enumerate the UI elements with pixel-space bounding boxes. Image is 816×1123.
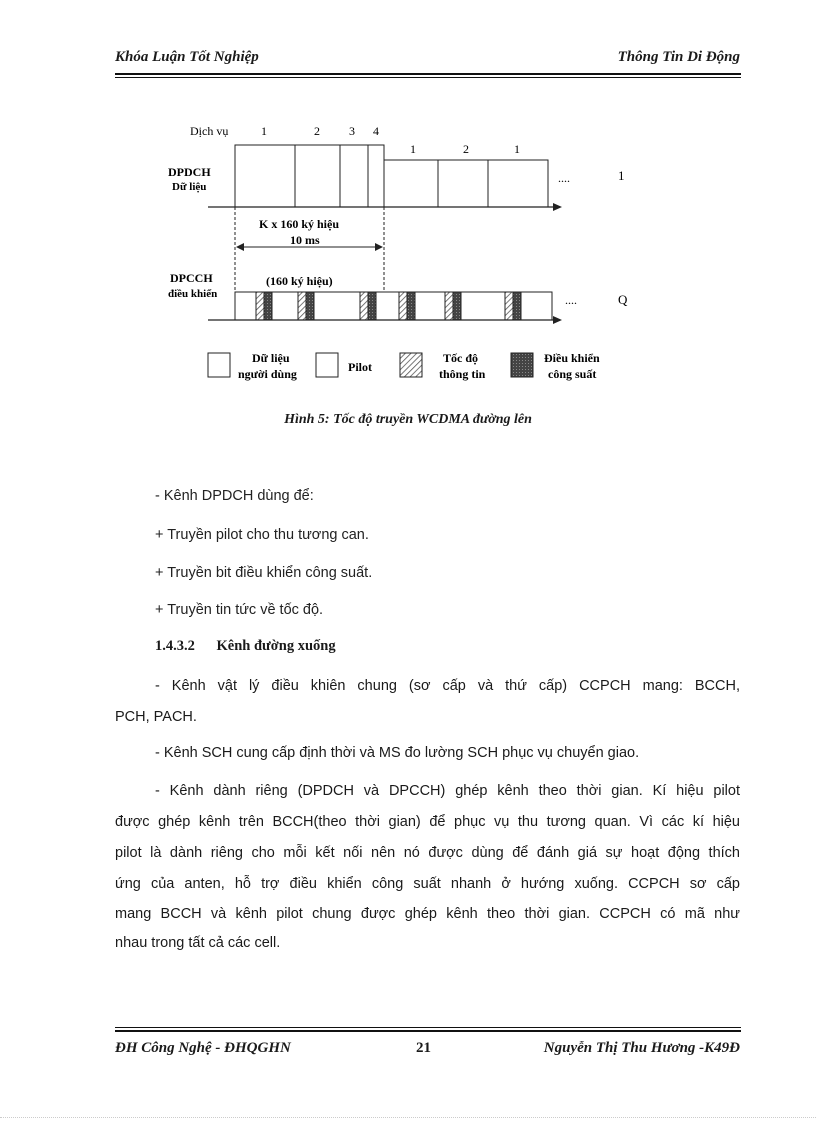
service-top-3: 3 [349,124,355,138]
paragraph-ccpch-line2: PCH, PACH. [115,709,197,725]
page-bottom-border [0,1117,816,1118]
footer-rule-thin [115,1027,741,1028]
paragraph-dedicated-line6: nhau trong tất cả các cell. [115,935,281,951]
dpcch-label: DPCCH [170,271,213,285]
dpcch-axis-label: Q [618,292,628,307]
service-top-1: 1 [261,124,267,138]
legend-power-line2: công suất [548,367,597,381]
section-title: Kênh đường xuống [216,638,336,654]
bullet-rate-info: + Truyền tin tức về tốc độ. [155,602,324,618]
dpdch-axis-label: 1 [618,168,625,183]
section-number: 1.4.3.2 [155,638,195,654]
paragraph-dedicated-line1: - Kênh dành riêng (DPDCH và DPCCH) ghép kênh theo thời gian. Kí hiệu pilot [155,783,740,799]
paragraph-intro: - Kênh DPDCH dùng để: [155,488,314,504]
legend-user-data-line2: người dùng [238,367,297,381]
figure-caption: Hình 5: Tốc độ truyền WCDMA đường lên [284,412,532,427]
service-top-2: 2 [314,124,320,138]
paragraph-dedicated-line4: ứng của anten, hỗ trợ điều khiển công suất nhanh ở hướng xuống. CCPCH sơ cấp [115,876,740,892]
paragraph-ccpch-line1: - Kênh vật lý điều khiên chung (sơ cấp và thứ cấp) CCPCH mang: BCCH, [155,678,740,694]
legend-rate-line2: thông tin [439,367,486,381]
dpcch-sublabel: điều khiển [168,288,218,300]
footer-left: ĐH Công Nghệ - ĐHQGHN [115,1040,291,1056]
page-number: 21 [416,1040,431,1056]
header-left: Khóa Luận Tốt Nghiệp [115,49,259,65]
section-heading [155,638,336,655]
service-label: Dịch vụ [190,124,229,138]
dpcch-slot-label: (160 ký hiệu) [266,274,333,288]
duration-label: K x 160 ký hiệu [259,217,340,231]
footer-right: Nguyễn Thị Thu Hương -K49Đ [543,1040,740,1056]
bullet-pilot: + Truyền pilot cho thu tương can. [155,527,369,543]
header-right: Thông Tin Di Động [617,49,740,65]
legend-user-data-line1: Dữ liệu [252,351,290,365]
legend-pilot-label: Pilot [348,360,372,374]
legend-rate-line1: Tốc độ [443,351,479,365]
dpdch-label: DPDCH [168,165,211,179]
paragraph-sch: - Kênh SCH cung cấp định thời và MS đo lường SCH phục vụ chuyển giao. [155,745,640,761]
legend-power-line1: Điều khiển [544,351,600,365]
paragraph-dedicated-line2: được ghép kênh trên BCCH(theo thời gian) để phục vụ thu tương quan. Vì các kí hiệu [115,814,740,830]
duration-value: 10 ms [290,233,320,247]
dpcch-ellipsis: .... [565,293,577,307]
dpdch-ellipsis: .... [558,171,570,185]
footer-rule [115,1030,741,1032]
bullet-power-control: + Truyền bit điều khiển công suất. [155,565,373,581]
service-top-4: 4 [373,124,379,138]
paragraph-dedicated-line3: pilot là dành riêng cho mỗi kết nối nên nó được dùng để đánh giá sự hoạt động thích [115,845,740,861]
dpdch-sublabel: Dữ liệu [172,181,207,193]
service-bottom-3: 1 [514,142,520,156]
service-bottom-1: 1 [410,142,416,156]
paragraph-dedicated-line5: mang BCCH và kênh pilot chung được ghép kênh theo thời gian. CCPCH có mã như [115,906,740,922]
service-bottom-2: 2 [463,142,469,156]
